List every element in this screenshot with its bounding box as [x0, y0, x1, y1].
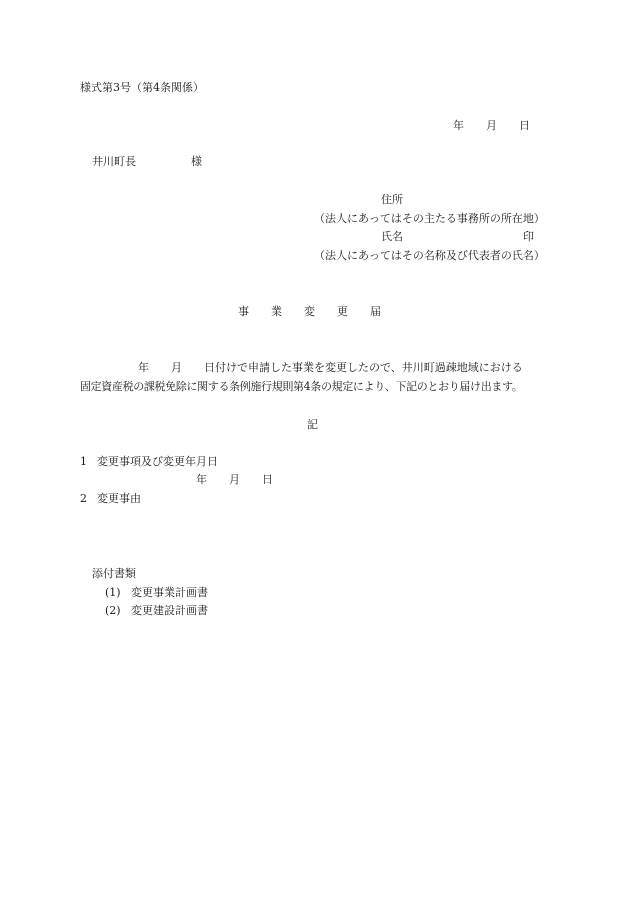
address-label: 住所 [381, 193, 403, 206]
date-line: 年 月 日 [453, 119, 530, 132]
item-1-label: 変更事項及び変更年月日 [97, 455, 218, 468]
name-label: 氏名 [381, 230, 403, 243]
item-1-number: 1 [80, 455, 87, 468]
address-note: （法人にあってはその主たる事務所の所在地） [314, 212, 545, 225]
attachment-2-label: 変更建設計画書 [131, 604, 208, 617]
item-2-label: 変更事由 [97, 492, 141, 505]
body-line-2: 固定資産税の課税免除に関する条例施行規則第4条の規定により、下記のとおり届け出ます。 [80, 380, 523, 393]
attachment-2-number: (2) [105, 604, 121, 617]
attachment-1-number: (1) [105, 586, 121, 599]
document-title: 事 業 変 更 届 [238, 305, 381, 318]
item-2-number: 2 [80, 492, 87, 505]
ki-heading: 記 [307, 418, 318, 431]
attachment-1-label: 変更事業計画書 [131, 586, 208, 599]
form-number: 様式第3号（第4条関係） [80, 81, 204, 94]
name-note: （法人にあってはその名称及び代表者の氏名） [314, 249, 545, 262]
seal-label: 印 [523, 230, 534, 243]
item-1-date: 年 月 日 [196, 473, 273, 486]
attachments-heading: 添付書類 [92, 567, 136, 580]
addressee: 井川町長 様 [92, 155, 202, 168]
body-line-1: 年 月 日付けで申請した事業を変更したので、井川町過疎地域における [138, 361, 523, 374]
